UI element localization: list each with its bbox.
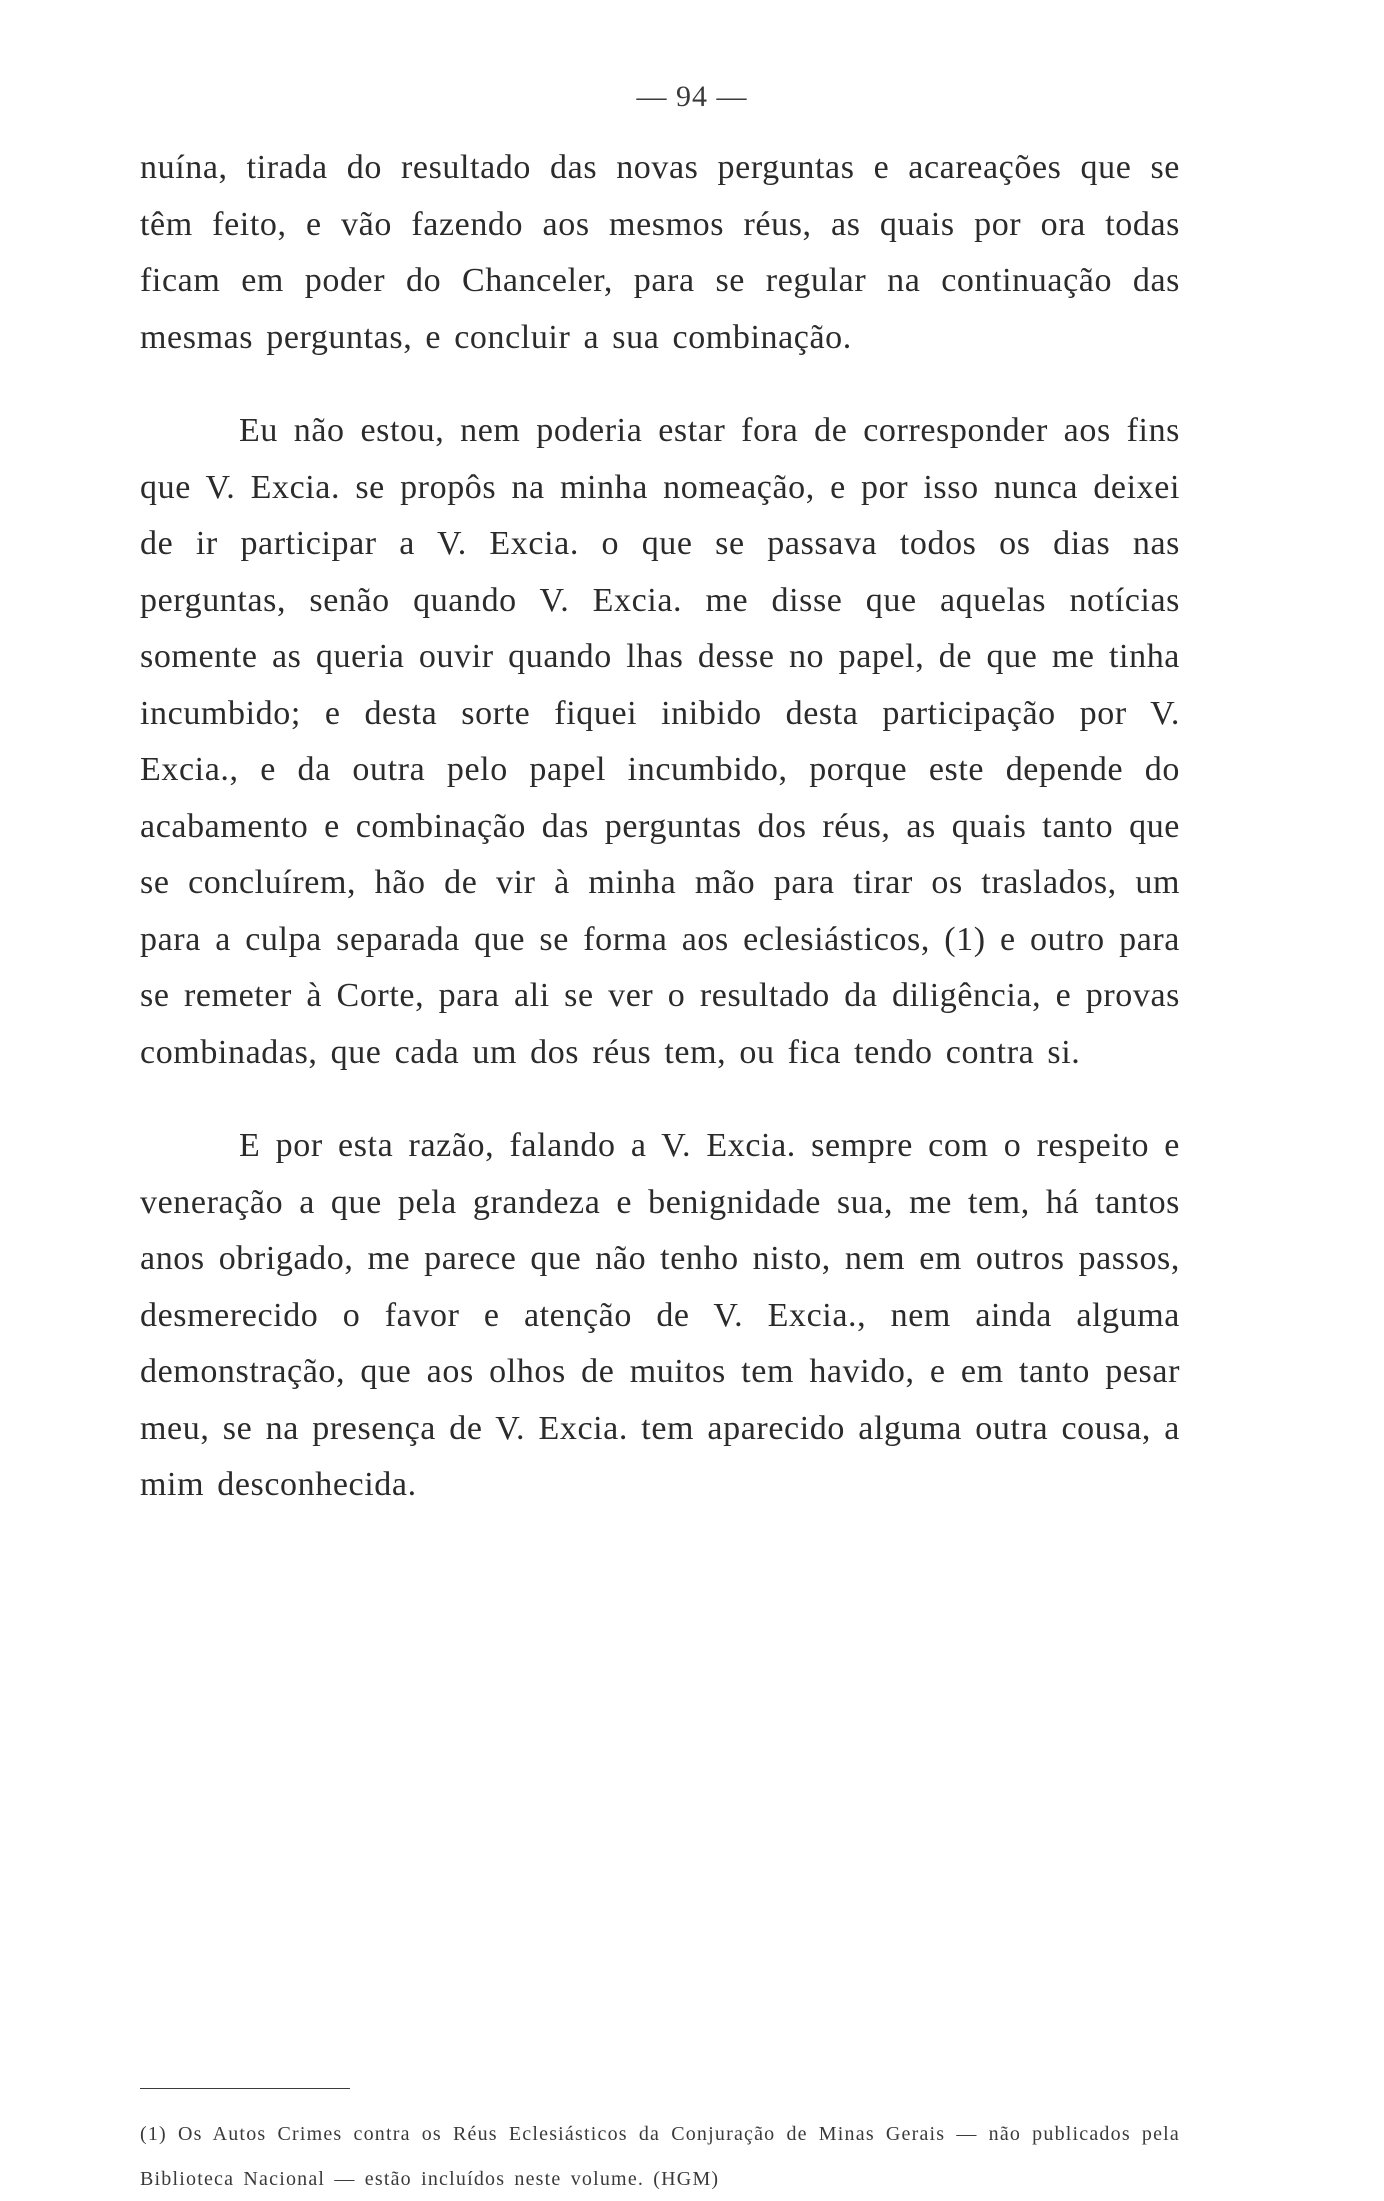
page-number: — 94 — bbox=[636, 80, 748, 113]
paragraph: Eu não estou, nem poderia estar fora de corresponder aos fins que V. Excia. se propôs na minha nomeação, e por isso nunca deixei de ir participar a V. Excia. o que se passava todos os dias nas perguntas, senão quando V. Excia. me disse que aquelas notícias somente as queria ouvir quando lhas desse no papel, de que me tinha incumbido; e desta sorte fiquei inibido desta participação por V. Excia., e da outra pelo papel incumbido, porque este depende do acabamento e combinação das perguntas dos réus, as quais tanto que se concluírem, hão de vir à minha mão para tirar os traslados, um para a culpa separada que se forma aos eclesiásticos, (1) e outro para se remeter à Corte, para ali se ver o resultado da diligência, e provas combinadas, que cada um dos réus tem, ou fica tendo contra si. bbox=[140, 412, 1180, 1071]
paragraph: E por esta razão, falando a V. Excia. sempre com o respeito e veneração a que pela grandeza e benignidade sua, me tem, há tantos anos obrigado, me parece que não tenho nisto, nem em outros passos, desmerecido o favor e atenção de V. Excia., nem ainda alguma demonstração, que aos olhos de muitos tem havido, e em tanto pesar meu, se na presença de V. Excia. tem aparecido alguma outra cousa, a mim desconhecida. bbox=[140, 1127, 1180, 1503]
footnote-divider bbox=[140, 2088, 350, 2089]
paragraph-continuation: nuína, tirada do resultado das novas perguntas e acareações que se têm feito, e vão fazendo aos mesmos réus, as quais por ora todas ficam em poder do Chanceler, para se regular na continuação das mesmas perguntas, e concluir a sua combinação. bbox=[140, 149, 1180, 356]
footnotes bbox=[140, 2112, 1180, 2201]
footnote: (1) Os Autos Crimes contra os Réus Eclesiásticos da Conjuração de Minas Gerais — não publicados pela Biblioteca Nacional — estão incluídos neste volume. (HGM) bbox=[140, 2123, 1180, 2190]
body-text bbox=[140, 140, 1180, 1514]
